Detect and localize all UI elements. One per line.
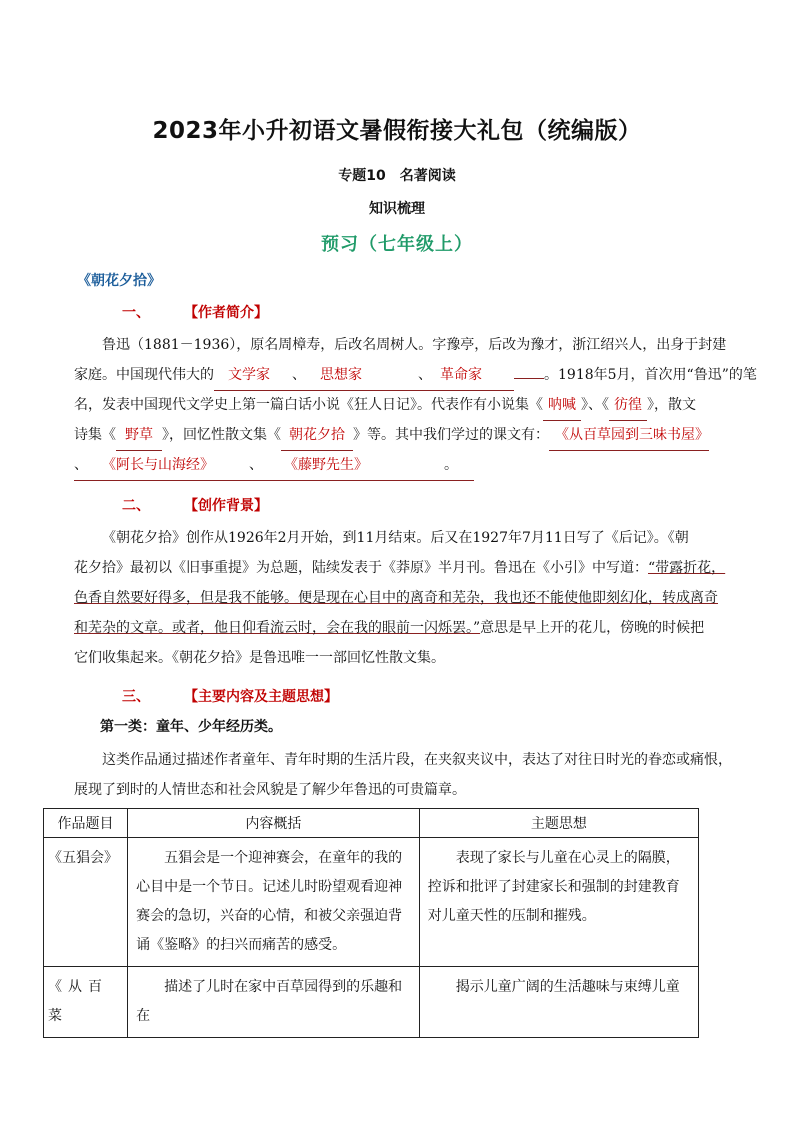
background-line-2: 花夕拾》最初以《旧事重提》为总题，陆续发表于《莽原》半月刊。鲁迅在《小引》中写道：“带露折花， xyxy=(74,560,726,576)
category-heading: 第一类：童年、少年经历类。 xyxy=(100,719,282,735)
section-number: 一、 xyxy=(122,305,150,321)
works-table xyxy=(43,808,699,1038)
answer-text-2: 《阿长与山海经》 xyxy=(102,450,228,481)
section-label: 【创作背景】 xyxy=(184,498,268,514)
author-line-4: 诗集《 野草 》，回忆性散文集《 朝花夕拾 》等。其中我们学过的课文有： 《从百草园到三味书屋》 xyxy=(74,420,726,451)
section-heading: 知识梳理 xyxy=(369,201,425,217)
section-label: 【主要内容及主题思想】 xyxy=(184,689,338,705)
table-header: 作品题目 xyxy=(44,809,128,838)
section-author-heading xyxy=(122,302,268,322)
section-number: 三、 xyxy=(122,689,150,705)
section-number: 二、 xyxy=(122,498,150,514)
work-theme: 揭示儿童广阔的生活趣味与束缚儿童 xyxy=(419,967,698,1038)
answer-writer: 文学家 xyxy=(214,360,284,391)
work-theme: 表现了家长与儿童在心灵上的隔膜，控诉和批评了封建家长和强制的封建教育对儿童天性的压制和摧残。 xyxy=(419,838,698,967)
preview-heading: 预习（七年级上） xyxy=(321,234,473,255)
background-line-5: 它们收集起来。《朝花夕拾》是鲁迅唯一一部回忆性散文集。 xyxy=(74,650,445,666)
book-title: 《朝花夕拾》 xyxy=(77,273,161,289)
content-line-1: 这类作品通过描述作者童年、青年时期的生活片段，在夹叙夹议中，表达了对往日时光的眷恋或痛恨， xyxy=(102,752,732,768)
table-row xyxy=(44,838,699,967)
answer-thinker: 思想家 xyxy=(314,360,410,391)
answer-revolutionary: 革命家 xyxy=(440,360,514,391)
topic-heading: 专题10 名著阅读 xyxy=(338,168,456,184)
work-summary: 五猖会是一个迎神赛会，在童年的我的心目中是一个节日。记述儿时盼望观看迎神赛会的急切，兴奋的心情，和被父亲强迫背诵《鉴略》的扫兴而痛苦的感受。 xyxy=(128,838,420,967)
author-line-5: 、 《阿长与山海经》 、 《藤野先生》 。 xyxy=(74,450,726,481)
answer-text-3: 《藤野先生》 xyxy=(284,450,444,481)
table-row xyxy=(44,967,699,1038)
work-title: 《从百菜 xyxy=(44,967,128,1038)
background-line-4: 和芜杂的文章。或者，他日仰看流云时，会在我的眼前一闪烁罢。”意思是早上开的花儿，傍晚的时候把 xyxy=(74,620,705,636)
author-line-3: 名，发表中国现代文学史上第一篇白话小说《狂人日记》。代表作有小说集《 呐喊 》、《 彷徨 》，散文 xyxy=(74,390,726,421)
work-summary: 描述了儿时在家中百草园得到的乐趣和在 xyxy=(128,967,420,1038)
answer-text-1: 《从百草园到三味书屋》 xyxy=(549,420,709,451)
section-background-heading xyxy=(122,495,268,515)
author-line-2: 家庭。中国现代伟大的 文学家 、 思想家 、 革命家 。1918年5月，首次用“鲁迅”的笔 xyxy=(74,360,726,391)
answer-panghuang: 彷徨 xyxy=(609,390,647,421)
answer-nahan: 呐喊 xyxy=(543,390,581,421)
background-line-3: 色香自然要好得多，但是我不能够。便是现在心目中的离奇和芜杂，我也还不能使他即刻幻化，转成离奇 xyxy=(74,590,718,606)
table-header: 内容概括 xyxy=(128,809,420,838)
author-line-1: 鲁迅（1881－1936），原名周樟寿，后改名周树人。字豫亭，后改为豫才，浙江绍兴人，出身于封建 xyxy=(102,337,727,353)
background-line-1: 《朝花夕拾》创作从1926年2月开始，到11月结束。后又在1927年7月11日写了《后记》。《朝 xyxy=(102,530,689,546)
work-title: 《五猖会》 xyxy=(44,838,128,967)
table-header-row xyxy=(44,809,699,838)
answer-yecao: 野草 xyxy=(116,420,162,451)
section-content-heading xyxy=(122,686,338,706)
quote-start: “带露折花， xyxy=(648,560,726,576)
document-title: 2023年小升初语文暑假衔接大礼包（统编版） xyxy=(152,118,642,144)
section-label: 【作者简介】 xyxy=(184,305,268,321)
answer-zhaohua: 朝花夕拾 xyxy=(281,420,353,451)
quote-end: 和芜杂的文章。或者，他日仰看流云时，会在我的眼前一闪烁罢。” xyxy=(74,620,481,636)
content-line-2: 展现了到时的人情世态和社会风貌是了解少年鲁迅的可贵篇章。 xyxy=(74,782,466,798)
table-header: 主题思想 xyxy=(419,809,698,838)
